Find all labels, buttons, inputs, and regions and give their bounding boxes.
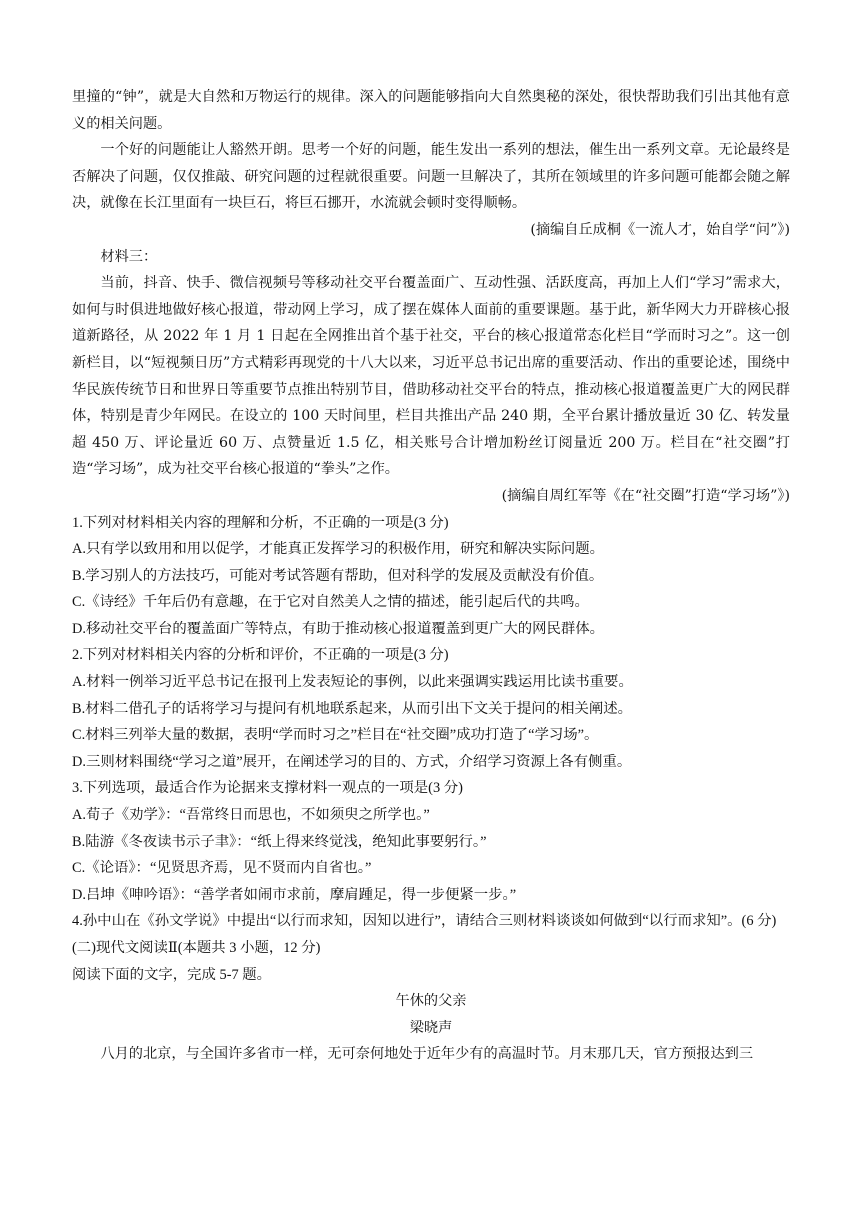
material3-heading: 材料三： [100,248,158,265]
question-stem: 3.下列选项，最适合作为论据来支撑材料一观点的一项是(3 分) [72,780,463,797]
option-c: C.《诗经》千年后仍有意趣，在于它对自然美人之情的描述，能引起后代的共鸣。 [72,594,589,611]
option-b: B.陆游《冬夜读书示子聿》：“纸上得来终觉浅，绝知此事要躬行。” [72,833,487,850]
question-stem: 2.下列对材料相关内容的分析和评价，不正确的一项是(3 分) [72,647,449,664]
section-heading-modern-reading-2: (二)现代文阅读Ⅱ(本题共 3 小题，12 分) [72,940,321,956]
exam-page [72,84,790,1068]
option-d: D.吕坤《呻吟语》：“善学者如闹市求前，摩肩踵足，得一步便紧一步。” [72,886,517,903]
option-d: D.三则材料围绕“学习之道”展开，在阐述学习的目的、方式，介绍学习资源上各有侧重。 [72,753,632,770]
option-c: C.《论语》：“见贤思齐焉，见不贤而内自省也。” [72,860,372,877]
paragraph-good-question: 一个好的问题能让人豁然开朗。思考一个好的问题，能生发出一系列的想法，催生出一系列文章。无论最终是否解决了问题，仅仅推敲、研究问题的过程就很重要。问题一旦解决了，其所在领域里的许多问题可能都会随之解决，就像在长江里面有一块巨石，将巨石挪开，水流就会顿时变得顺畅。 [72,142,790,212]
question-3 [72,775,790,908]
option-b: B.材料二借孔子的话将学习与提问有机地联系起来，从而引出下文关于提问的相关阐述。 [72,700,633,717]
question-4 [72,908,790,935]
article-author: 梁晓声 [409,1019,453,1036]
option-a: A.只有学以致用和用以促学，才能真正发挥学习的积极作用，研究和解决实际问题。 [72,541,605,558]
option-d: D.移动社交平台的覆盖面广等特点，有助于推动核心报道覆盖到更广大的网民群体。 [72,620,605,637]
source-citation-material3: (摘编自周红军等《在“社交圈”打造“学习场”》) [501,487,790,504]
option-b: B.学习别人的方法技巧，可能对考试答题有帮助，但对科学的发展及贡献没有价值。 [72,567,604,584]
option-a: A.荀子《劝学》：“吾常终日而思也，不如须臾之所学也。” [72,807,430,824]
option-c: C.材料三列举大量的数据，表明“学而时习之”栏目在“社交圈”成功打造了“学习场”。 [72,727,599,744]
article-first-paragraph: 八月的北京，与全国许多省市一样，无可奈何地处于近年少有的高温时节。月末那几天，官方预报达到三 [100,1046,754,1063]
reading-instruction: 阅读下面的文字，完成 5-7 题。 [72,966,272,983]
source-citation-material2: (摘编自丘成桐《一流人才，始自学“问”》) [530,221,790,238]
paragraph-material3: 当前，抖音、快手、微信视频号等移动社交平台覆盖面广、互动性强、活跃度高，再加上人们“学习”需求大，如何与时俱进地做好核心报道，带动网上学习，成了摆在媒体人面前的重要课题。基于此，新华网大力开辟核心报道新路径，从 2022 年 1 月 1 日起在全网推出首个基于社交，平台的核心报道常态化栏目“学而时习之”。这一创新栏目，以“短视频日历”方式精彩再现党的十八大以来，习近平总书记出席的重要活动、作出的重要论述，围绕中华民族传统节日和世界日等重要节点推出特别节目，借助移动社交平台的特点，推动核心报道覆盖更广大的网民群体，特别是青少年网民。在设立的 100 天时间里，栏目共推出产品 240 期，全平台累计播放量近 30 亿、转发量超 450 万、评论量近 60 万、点赞量近 1.5 亿，相关账号合计增加粉丝订阅量近 200 万。栏目在“社交圈”打造“学习场”，成为社交平台核心报道的“拳头”之作。 [72,275,790,478]
article-title: 午休的父亲 [395,993,467,1010]
paragraph-regularity: 里撞的“钟”，就是大自然和万物运行的规律。深入的问题能够指向大自然奥秘的深处，很快帮助我们引出其他有意义的相关问题。 [72,89,790,132]
question-stem: 1.下列对材料相关内容的理解和分析，不正确的一项是(3 分) [72,514,449,531]
question-stem: 4.孙中山在《孙文学说》中提出“以行而求知，因知以进行”，请结合三则材料谈谈如何做到“以行而求知”。(6 分) [72,913,777,930]
question-1 [72,510,790,643]
option-a: A.材料一例举习近平总书记在报刊上发表短论的事例，以此来强调实践运用比读书重要。 [72,674,633,691]
question-2 [72,642,790,775]
